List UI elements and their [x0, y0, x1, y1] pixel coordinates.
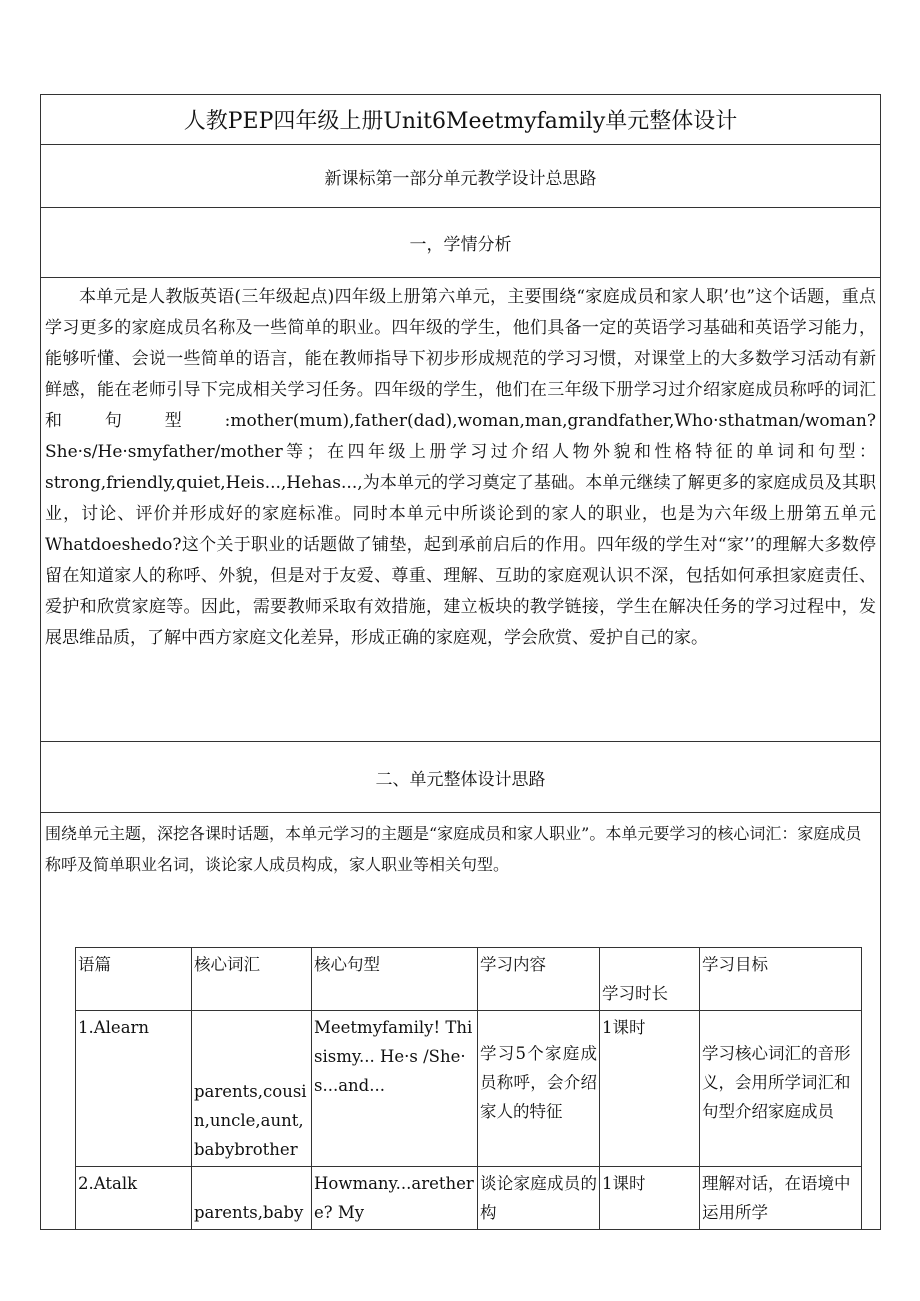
cell-sentences: Howmany...arethere? My	[312, 1167, 478, 1230]
analysis-paragraph: 本单元是人教版英语(三年级起点)四年级上册第六单元，主要围绕“家庭成员和家人职’也”这个话题，重点学习更多的家庭成员名称及一些简单的职业。四年级的学生，他们具备一定的英语学习基础和英语学习能力，能够听懂、会说一些简单的语言，能在教师指导下初步形成规范的学习习惯，对课堂上的大多数学习活动有新鲜感，能在老师引导下完成相关学习任务。四年级的学生，他们在三年级下册学习过介绍家庭成员称呼的词汇和句型:mother(mum),father(dad),woman,man,grandfather,Who·sthatman/woman?She·s/He·smyfather/mother等；在四年级上册学习过介绍人物外貌和性格特征的单词和句型：strong,friendly,quiet,Heis...,Hehas...,为本单元的学习奠定了基础。本单元继续了解更多的家庭成员及其职业，讨论、评价并形成好的家庭标准。同时本单元中所谈论到的家人的职业，也是为六年级上册第五单元Whatdoeshedo?这个关于职业的话题做了铺垫，起到承前启后的作用。四年级的学生对“家’’的理解大多数停留在知道家人的称呼、外貌，但是对于友爱、尊重、理解、互助的家庭观认识不深，包括如何承担家庭责任、爱护和欣赏家庭等。因此，需要教师采取有效措施，建立板块的教学链接，学生在解决任务的学习过程中，发展思维品质，了解中西方家庭文化差异，形成正确的家庭观，学会欣赏、爱护自己的家。	[41, 278, 880, 742]
table-row	[76, 1011, 862, 1167]
content-table	[75, 947, 862, 1230]
section-heading-design: 二、单元整体设计思路	[41, 742, 880, 813]
header-goal: 学习目标	[700, 948, 862, 1011]
cell-sentences: Meetmyfamily! Thisismy... He·s /She·s...and...	[312, 1011, 478, 1167]
cell-content: 学习5个家庭成员称呼，会介绍家人的特征	[478, 1011, 600, 1167]
document-title: 人教PEP四年级上册Unit6Meetmyfamily单元整体设计	[41, 95, 880, 145]
cell-vocab: parents,baby	[192, 1167, 312, 1230]
table-header-row	[76, 948, 862, 1011]
design-paragraph: 围绕单元主题，深挖各课时话题，本单元学习的主题是“家庭成员和家人职业”。本单元要学习的核心词汇：家庭成员称呼及简单职业名词，谈论家人成员构成，家人职业等相关句型。	[45, 824, 862, 874]
cell-goal: 学习核心词汇的音形义，会用所学词汇和句型介绍家庭成员	[700, 1011, 862, 1167]
section-heading-analysis: 一，学情分析	[41, 208, 880, 278]
document-frame	[40, 94, 881, 1230]
header-sentences: 核心句型	[312, 948, 478, 1011]
cell-goal: 理解对话，在语境中运用所学	[700, 1167, 862, 1230]
document-subtitle: 新课标第一部分单元教学设计总思路	[41, 145, 880, 208]
header-content: 学习内容	[478, 948, 600, 1011]
cell-duration: 1课时	[600, 1167, 700, 1230]
header-vocab: 核心词汇	[192, 948, 312, 1011]
cell-duration: 1课时	[600, 1011, 700, 1167]
header-duration: 学习时长	[600, 948, 700, 1011]
table-row	[76, 1167, 862, 1230]
header-passage: 语篇	[76, 948, 192, 1011]
cell-passage: 1.Alearn	[76, 1011, 192, 1167]
cell-vocab: parents,cousin,uncle,aunt,babybrother	[192, 1011, 312, 1167]
cell-content: 谈论家庭成员的构	[478, 1167, 600, 1230]
cell-passage: 2.Atalk	[76, 1167, 192, 1230]
